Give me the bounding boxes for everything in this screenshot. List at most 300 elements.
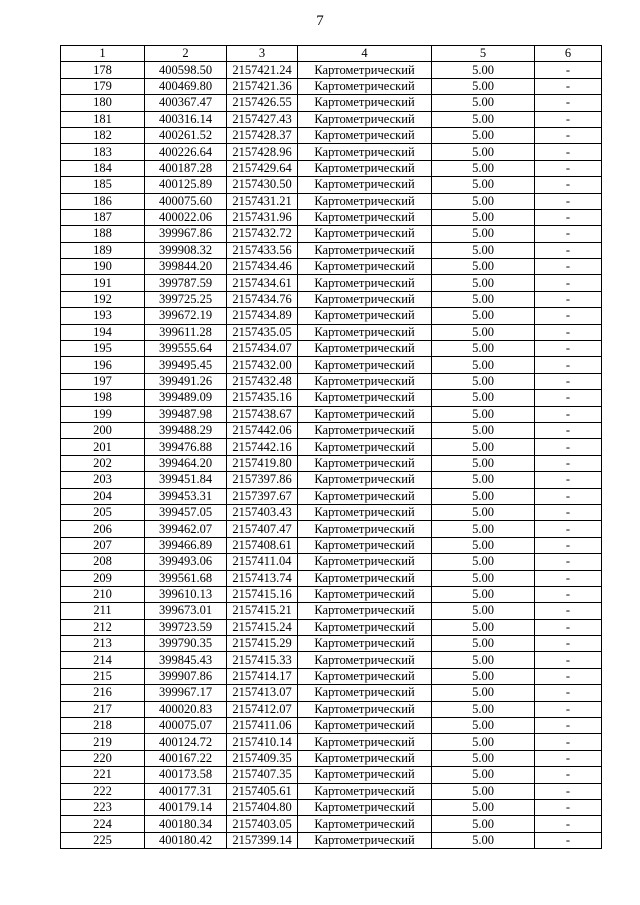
y-coordinate-cell: 2157410.14 [227, 734, 298, 750]
table-row [61, 62, 602, 78]
accuracy-cell: 5.00 [432, 521, 535, 537]
accuracy-cell: 5.00 [432, 357, 535, 373]
y-coordinate-cell: 2157419.80 [227, 455, 298, 471]
x-coordinate-cell: 399555.64 [145, 341, 227, 357]
point-number-cell: 218 [61, 718, 145, 734]
x-coordinate-cell: 399488.29 [145, 422, 227, 438]
accuracy-cell: 5.00 [432, 767, 535, 783]
table-row [61, 193, 602, 209]
x-coordinate-cell: 400367.47 [145, 95, 227, 111]
y-coordinate-cell: 2157428.96 [227, 144, 298, 160]
table-row [61, 570, 602, 586]
note-cell: - [535, 783, 602, 799]
point-number-cell: 192 [61, 291, 145, 307]
note-cell: - [535, 275, 602, 291]
note-cell: - [535, 586, 602, 602]
point-number-cell: 202 [61, 455, 145, 471]
table-row [61, 341, 602, 357]
table-header-row [61, 46, 602, 62]
point-number-cell: 208 [61, 554, 145, 570]
x-coordinate-cell: 400124.72 [145, 734, 227, 750]
method-cell: Картометрический [298, 718, 432, 734]
accuracy-cell: 5.00 [432, 652, 535, 668]
method-cell: Картометрический [298, 636, 432, 652]
point-number-cell: 223 [61, 799, 145, 815]
accuracy-cell: 5.00 [432, 570, 535, 586]
note-cell: - [535, 504, 602, 520]
note-cell: - [535, 373, 602, 389]
table-row [61, 767, 602, 783]
accuracy-cell: 5.00 [432, 783, 535, 799]
accuracy-cell: 5.00 [432, 291, 535, 307]
accuracy-cell: 5.00 [432, 734, 535, 750]
note-cell: - [535, 406, 602, 422]
x-coordinate-cell: 399487.98 [145, 406, 227, 422]
x-coordinate-cell: 399787.59 [145, 275, 227, 291]
y-coordinate-cell: 2157427.43 [227, 111, 298, 127]
x-coordinate-cell: 399908.32 [145, 242, 227, 258]
note-cell: - [535, 750, 602, 766]
y-coordinate-cell: 2157421.24 [227, 62, 298, 78]
method-cell: Картометрический [298, 701, 432, 717]
table-row [61, 308, 602, 324]
x-coordinate-cell: 400180.34 [145, 816, 227, 832]
accuracy-cell: 5.00 [432, 341, 535, 357]
table-row [61, 652, 602, 668]
x-coordinate-cell: 400261.52 [145, 127, 227, 143]
table-row [61, 111, 602, 127]
method-cell: Картометрический [298, 455, 432, 471]
method-cell: Картометрический [298, 439, 432, 455]
point-number-cell: 203 [61, 472, 145, 488]
method-cell: Картометрический [298, 472, 432, 488]
y-coordinate-cell: 2157415.16 [227, 586, 298, 602]
method-cell: Картометрический [298, 259, 432, 275]
method-cell: Картометрический [298, 341, 432, 357]
y-coordinate-cell: 2157415.33 [227, 652, 298, 668]
x-coordinate-cell: 400177.31 [145, 783, 227, 799]
x-coordinate-cell: 399967.17 [145, 685, 227, 701]
table-row [61, 816, 602, 832]
method-cell: Картометрический [298, 127, 432, 143]
point-number-cell: 178 [61, 62, 145, 78]
point-number-cell: 225 [61, 832, 145, 848]
accuracy-cell: 5.00 [432, 422, 535, 438]
y-coordinate-cell: 2157407.35 [227, 767, 298, 783]
note-cell: - [535, 537, 602, 553]
note-cell: - [535, 799, 602, 815]
method-cell: Картометрический [298, 652, 432, 668]
point-number-cell: 201 [61, 439, 145, 455]
y-coordinate-cell: 2157438.67 [227, 406, 298, 422]
accuracy-cell: 5.00 [432, 144, 535, 160]
y-coordinate-cell: 2157397.67 [227, 488, 298, 504]
note-cell: - [535, 95, 602, 111]
point-number-cell: 215 [61, 668, 145, 684]
note-cell: - [535, 291, 602, 307]
accuracy-cell: 5.00 [432, 537, 535, 553]
point-number-cell: 183 [61, 144, 145, 160]
note-cell: - [535, 734, 602, 750]
point-number-cell: 185 [61, 177, 145, 193]
table-row [61, 537, 602, 553]
point-number-cell: 188 [61, 226, 145, 242]
point-number-cell: 207 [61, 537, 145, 553]
y-coordinate-cell: 2157413.74 [227, 570, 298, 586]
table-body [61, 62, 602, 849]
method-cell: Картометрический [298, 308, 432, 324]
method-cell: Картометрический [298, 242, 432, 258]
x-coordinate-cell: 399673.01 [145, 603, 227, 619]
note-cell: - [535, 619, 602, 635]
table-row [61, 521, 602, 537]
accuracy-cell: 5.00 [432, 193, 535, 209]
x-coordinate-cell: 399790.35 [145, 636, 227, 652]
point-number-cell: 213 [61, 636, 145, 652]
table-row [61, 226, 602, 242]
accuracy-cell: 5.00 [432, 668, 535, 684]
y-coordinate-cell: 2157421.36 [227, 78, 298, 94]
table-row [61, 324, 602, 340]
y-coordinate-cell: 2157431.21 [227, 193, 298, 209]
point-number-cell: 194 [61, 324, 145, 340]
table-row [61, 488, 602, 504]
note-cell: - [535, 816, 602, 832]
accuracy-cell: 5.00 [432, 488, 535, 504]
method-cell: Картометрический [298, 734, 432, 750]
y-coordinate-cell: 2157408.61 [227, 537, 298, 553]
method-cell: Картометрический [298, 357, 432, 373]
table-row [61, 127, 602, 143]
accuracy-cell: 5.00 [432, 750, 535, 766]
y-coordinate-cell: 2157407.47 [227, 521, 298, 537]
x-coordinate-cell: 399907.86 [145, 668, 227, 684]
x-coordinate-cell: 399493.06 [145, 554, 227, 570]
x-coordinate-cell: 400167.22 [145, 750, 227, 766]
table-row [61, 750, 602, 766]
accuracy-cell: 5.00 [432, 111, 535, 127]
method-cell: Картометрический [298, 554, 432, 570]
y-coordinate-cell: 2157405.61 [227, 783, 298, 799]
y-coordinate-cell: 2157412.07 [227, 701, 298, 717]
y-coordinate-cell: 2157434.61 [227, 275, 298, 291]
table-row [61, 619, 602, 635]
accuracy-cell: 5.00 [432, 78, 535, 94]
table-row [61, 734, 602, 750]
point-number-cell: 204 [61, 488, 145, 504]
point-number-cell: 219 [61, 734, 145, 750]
column-header-accuracy: 5 [432, 46, 535, 62]
table-row [61, 701, 602, 717]
x-coordinate-cell: 399464.20 [145, 455, 227, 471]
note-cell: - [535, 767, 602, 783]
x-coordinate-cell: 399457.05 [145, 504, 227, 520]
note-cell: - [535, 701, 602, 717]
table-row [61, 373, 602, 389]
table-row [61, 685, 602, 701]
method-cell: Картометрический [298, 422, 432, 438]
point-number-cell: 200 [61, 422, 145, 438]
note-cell: - [535, 668, 602, 684]
y-coordinate-cell: 2157404.80 [227, 799, 298, 815]
x-coordinate-cell: 399495.45 [145, 357, 227, 373]
accuracy-cell: 5.00 [432, 259, 535, 275]
note-cell: - [535, 259, 602, 275]
point-number-cell: 212 [61, 619, 145, 635]
accuracy-cell: 5.00 [432, 701, 535, 717]
note-cell: - [535, 242, 602, 258]
column-header-point-number: 1 [61, 46, 145, 62]
note-cell: - [535, 652, 602, 668]
point-number-cell: 193 [61, 308, 145, 324]
method-cell: Картометрический [298, 275, 432, 291]
y-coordinate-cell: 2157399.14 [227, 832, 298, 848]
method-cell: Картометрический [298, 832, 432, 848]
point-number-cell: 181 [61, 111, 145, 127]
table-row [61, 160, 602, 176]
accuracy-cell: 5.00 [432, 160, 535, 176]
x-coordinate-cell: 399725.25 [145, 291, 227, 307]
y-coordinate-cell: 2157415.29 [227, 636, 298, 652]
method-cell: Картометрический [298, 816, 432, 832]
accuracy-cell: 5.00 [432, 308, 535, 324]
method-cell: Картометрический [298, 291, 432, 307]
method-cell: Картометрический [298, 193, 432, 209]
note-cell: - [535, 554, 602, 570]
x-coordinate-cell: 400179.14 [145, 799, 227, 815]
x-coordinate-cell: 399611.28 [145, 324, 227, 340]
note-cell: - [535, 193, 602, 209]
table-row [61, 390, 602, 406]
method-cell: Картометрический [298, 62, 432, 78]
method-cell: Картометрический [298, 144, 432, 160]
x-coordinate-cell: 400598.50 [145, 62, 227, 78]
y-coordinate-cell: 2157415.24 [227, 619, 298, 635]
accuracy-cell: 5.00 [432, 455, 535, 471]
table-row [61, 603, 602, 619]
point-number-cell: 222 [61, 783, 145, 799]
note-cell: - [535, 177, 602, 193]
x-coordinate-cell: 400187.28 [145, 160, 227, 176]
y-coordinate-cell: 2157435.16 [227, 390, 298, 406]
table-row [61, 357, 602, 373]
y-coordinate-cell: 2157430.50 [227, 177, 298, 193]
note-cell: - [535, 472, 602, 488]
table-row [61, 291, 602, 307]
point-number-cell: 195 [61, 341, 145, 357]
y-coordinate-cell: 2157409.35 [227, 750, 298, 766]
y-coordinate-cell: 2157431.96 [227, 209, 298, 225]
table-row [61, 144, 602, 160]
table-row [61, 177, 602, 193]
accuracy-cell: 5.00 [432, 373, 535, 389]
note-cell: - [535, 111, 602, 127]
table-row [61, 668, 602, 684]
accuracy-cell: 5.00 [432, 242, 535, 258]
accuracy-cell: 5.00 [432, 718, 535, 734]
x-coordinate-cell: 400173.58 [145, 767, 227, 783]
method-cell: Картометрический [298, 78, 432, 94]
accuracy-cell: 5.00 [432, 62, 535, 78]
table-row [61, 832, 602, 848]
x-coordinate-cell: 399466.89 [145, 537, 227, 553]
y-coordinate-cell: 2157432.00 [227, 357, 298, 373]
point-number-cell: 197 [61, 373, 145, 389]
method-cell: Картометрический [298, 668, 432, 684]
column-header-x-coordinate: 2 [145, 46, 227, 62]
point-number-cell: 187 [61, 209, 145, 225]
note-cell: - [535, 685, 602, 701]
point-number-cell: 210 [61, 586, 145, 602]
note-cell: - [535, 78, 602, 94]
accuracy-cell: 5.00 [432, 209, 535, 225]
accuracy-cell: 5.00 [432, 586, 535, 602]
point-number-cell: 199 [61, 406, 145, 422]
note-cell: - [535, 832, 602, 848]
method-cell: Картометрический [298, 685, 432, 701]
accuracy-cell: 5.00 [432, 127, 535, 143]
accuracy-cell: 5.00 [432, 324, 535, 340]
y-coordinate-cell: 2157428.37 [227, 127, 298, 143]
point-number-cell: 190 [61, 259, 145, 275]
note-cell: - [535, 357, 602, 373]
note-cell: - [535, 341, 602, 357]
x-coordinate-cell: 400075.60 [145, 193, 227, 209]
table-row [61, 78, 602, 94]
x-coordinate-cell: 399476.88 [145, 439, 227, 455]
note-cell: - [535, 324, 602, 340]
point-number-cell: 221 [61, 767, 145, 783]
x-coordinate-cell: 399462.07 [145, 521, 227, 537]
method-cell: Картометрический [298, 111, 432, 127]
accuracy-cell: 5.00 [432, 472, 535, 488]
note-cell: - [535, 390, 602, 406]
method-cell: Картометрический [298, 521, 432, 537]
y-coordinate-cell: 2157403.05 [227, 816, 298, 832]
y-coordinate-cell: 2157426.55 [227, 95, 298, 111]
method-cell: Картометрический [298, 570, 432, 586]
accuracy-cell: 5.00 [432, 177, 535, 193]
method-cell: Картометрический [298, 619, 432, 635]
accuracy-cell: 5.00 [432, 390, 535, 406]
x-coordinate-cell: 399967.86 [145, 226, 227, 242]
x-coordinate-cell: 399844.20 [145, 259, 227, 275]
table-row [61, 504, 602, 520]
point-number-cell: 209 [61, 570, 145, 586]
note-cell: - [535, 144, 602, 160]
column-header-note: 6 [535, 46, 602, 62]
y-coordinate-cell: 2157411.06 [227, 718, 298, 734]
point-number-cell: 216 [61, 685, 145, 701]
y-coordinate-cell: 2157411.04 [227, 554, 298, 570]
table-row [61, 799, 602, 815]
y-coordinate-cell: 2157415.21 [227, 603, 298, 619]
method-cell: Картометрический [298, 767, 432, 783]
method-cell: Картометрический [298, 209, 432, 225]
accuracy-cell: 5.00 [432, 504, 535, 520]
note-cell: - [535, 455, 602, 471]
note-cell: - [535, 226, 602, 242]
point-number-cell: 180 [61, 95, 145, 111]
table-row [61, 586, 602, 602]
method-cell: Картометрический [298, 160, 432, 176]
table-row [61, 95, 602, 111]
accuracy-cell: 5.00 [432, 685, 535, 701]
x-coordinate-cell: 399610.13 [145, 586, 227, 602]
x-coordinate-cell: 400075.07 [145, 718, 227, 734]
point-number-cell: 214 [61, 652, 145, 668]
x-coordinate-cell: 399491.26 [145, 373, 227, 389]
table-row [61, 439, 602, 455]
point-number-cell: 186 [61, 193, 145, 209]
accuracy-cell: 5.00 [432, 619, 535, 635]
x-coordinate-cell: 399489.09 [145, 390, 227, 406]
method-cell: Картометрический [298, 177, 432, 193]
method-cell: Картометрический [298, 750, 432, 766]
x-coordinate-cell: 399561.68 [145, 570, 227, 586]
y-coordinate-cell: 2157432.48 [227, 373, 298, 389]
x-coordinate-cell: 400226.64 [145, 144, 227, 160]
method-cell: Картометрический [298, 783, 432, 799]
column-header-method: 4 [298, 46, 432, 62]
y-coordinate-cell: 2157434.46 [227, 259, 298, 275]
note-cell: - [535, 127, 602, 143]
method-cell: Картометрический [298, 799, 432, 815]
note-cell: - [535, 488, 602, 504]
point-number-cell: 182 [61, 127, 145, 143]
x-coordinate-cell: 399451.84 [145, 472, 227, 488]
accuracy-cell: 5.00 [432, 226, 535, 242]
y-coordinate-cell: 2157403.43 [227, 504, 298, 520]
note-cell: - [535, 160, 602, 176]
point-number-cell: 198 [61, 390, 145, 406]
note-cell: - [535, 439, 602, 455]
x-coordinate-cell: 399453.31 [145, 488, 227, 504]
method-cell: Картометрический [298, 373, 432, 389]
x-coordinate-cell: 400316.14 [145, 111, 227, 127]
x-coordinate-cell: 400180.42 [145, 832, 227, 848]
note-cell: - [535, 422, 602, 438]
note-cell: - [535, 636, 602, 652]
point-number-cell: 224 [61, 816, 145, 832]
accuracy-cell: 5.00 [432, 603, 535, 619]
method-cell: Картометрический [298, 504, 432, 520]
x-coordinate-cell: 400020.83 [145, 701, 227, 717]
table-row [61, 718, 602, 734]
point-number-cell: 179 [61, 78, 145, 94]
y-coordinate-cell: 2157432.72 [227, 226, 298, 242]
note-cell: - [535, 570, 602, 586]
x-coordinate-cell: 400469.80 [145, 78, 227, 94]
y-coordinate-cell: 2157442.16 [227, 439, 298, 455]
note-cell: - [535, 308, 602, 324]
point-number-cell: 184 [61, 160, 145, 176]
accuracy-cell: 5.00 [432, 554, 535, 570]
method-cell: Картометрический [298, 537, 432, 553]
accuracy-cell: 5.00 [432, 816, 535, 832]
table-row [61, 554, 602, 570]
table-row [61, 259, 602, 275]
y-coordinate-cell: 2157414.17 [227, 668, 298, 684]
accuracy-cell: 5.00 [432, 95, 535, 111]
y-coordinate-cell: 2157397.86 [227, 472, 298, 488]
table-row [61, 242, 602, 258]
point-number-cell: 189 [61, 242, 145, 258]
table-row [61, 783, 602, 799]
method-cell: Картометрический [298, 95, 432, 111]
point-number-cell: 206 [61, 521, 145, 537]
x-coordinate-cell: 399672.19 [145, 308, 227, 324]
